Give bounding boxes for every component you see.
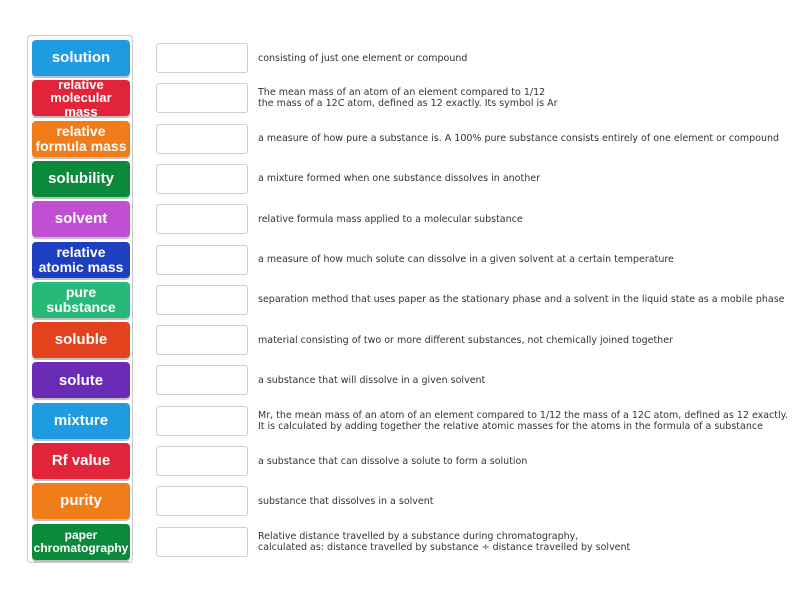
answer-drop-slot[interactable] [156, 486, 248, 516]
definition-text: consisting of just one element or compound [258, 52, 468, 64]
term-tile[interactable]: relative atomic mass [32, 242, 130, 278]
term-tile[interactable]: pure substance [32, 282, 130, 318]
definition-text: Relative distance travelled by a substance during chromatography, calculated as: distance travelled by substance ÷ distance travelled by solvent [258, 530, 631, 553]
term-tile[interactable]: relative molecular mass [32, 80, 130, 116]
answer-drop-slot[interactable] [156, 325, 248, 355]
term-tile[interactable]: solution [32, 40, 130, 76]
answer-drop-slot[interactable] [156, 245, 248, 275]
answer-drop-slot[interactable] [156, 527, 248, 557]
term-tile[interactable]: soluble [32, 322, 130, 358]
term-tile[interactable]: relative formula mass [32, 121, 130, 157]
answer-drop-slot[interactable] [156, 285, 248, 315]
definition-text: a measure of how pure a substance is. A 100% pure substance consists entirely of one element or compound [258, 133, 780, 145]
term-tile[interactable]: mixture [32, 403, 130, 439]
term-tile[interactable]: solvent [32, 201, 130, 237]
definition-text: a substance that will dissolve in a given solvent [258, 374, 486, 386]
answer-drop-slot[interactable] [156, 83, 248, 113]
term-tile[interactable]: solute [32, 362, 130, 398]
definition-text: The mean mass of an atom of an element compared to 1/12 the mass of a 12C atom, defined as 12 exactly. Its symbol is Ar [258, 87, 558, 110]
answer-drop-slot[interactable] [156, 365, 248, 395]
answer-drop-slot[interactable] [156, 164, 248, 194]
term-tile[interactable]: Rf value [32, 443, 130, 479]
answer-drop-slot[interactable] [156, 124, 248, 154]
term-tile[interactable]: purity [32, 483, 130, 519]
definition-text: a measure of how much solute can dissolve in a given solvent at a certain temperature [258, 254, 674, 265]
answer-drop-slot[interactable] [156, 446, 248, 476]
definition-text: a mixture formed when one substance dissolves in another [258, 173, 540, 185]
definition-text: substance that dissolves in a solvent [258, 495, 434, 507]
definition-text: relative formula mass applied to a molecular substance [258, 213, 523, 225]
definition-text: Mr, the mean mass of an atom of an element compared to 1/12 the mass of a 12C atom, defined as 12 exactly. It is calculated by adding together the relative atomic masses for the atoms in the formula of a substance [258, 409, 788, 432]
answer-drop-slot[interactable] [156, 406, 248, 436]
definition-text: a substance that can dissolve a solute to form a solution [258, 455, 528, 467]
definition-text: material consisting of two or more different substances, not chemically joined together [258, 334, 673, 346]
answer-drop-slot[interactable] [156, 43, 248, 73]
definition-text: separation method that uses paper as the stationary phase and a solvent in the liquid state as a mobile phase [258, 294, 785, 306]
answer-drop-slot[interactable] [156, 204, 248, 234]
term-tile[interactable]: paper chromatography [32, 524, 130, 560]
term-tile[interactable]: solubility [32, 161, 130, 197]
